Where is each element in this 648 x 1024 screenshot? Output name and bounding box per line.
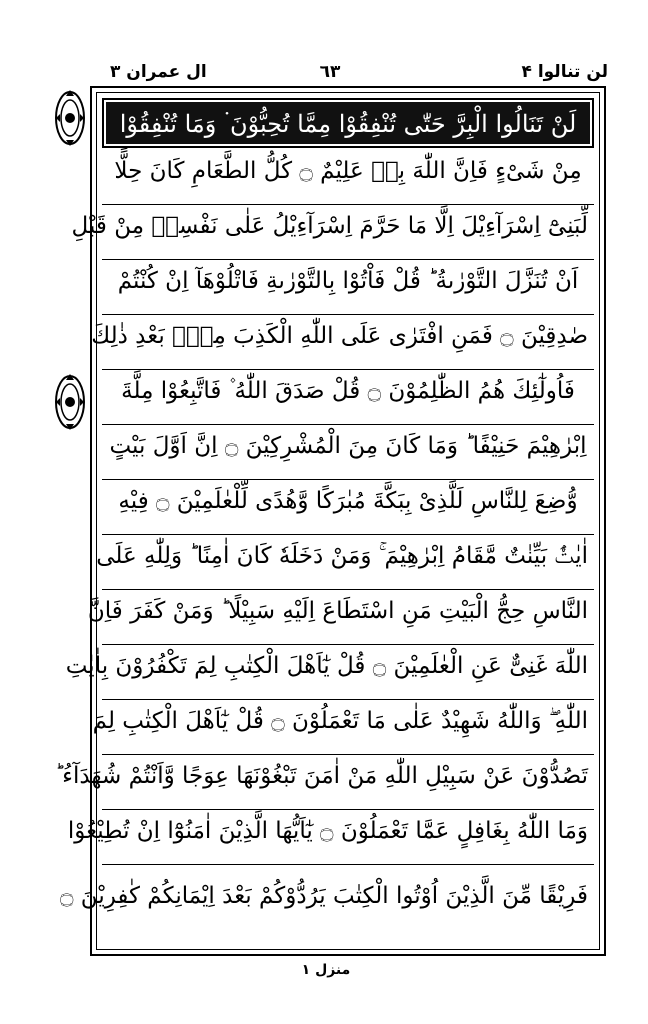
- text-line: [102, 150, 594, 205]
- line-text: اِبْرٰهِیْمَ حَنِیْفًا ؕ وَمَا كَانَ مِنَ الْمُشْرِكِیْنَ ۝ اِنَّ اَوَّلَ بَیْتٍ: [109, 433, 587, 459]
- ruku-ornament-icon: [52, 88, 88, 148]
- line-text: تَصُدُّوْنَ عَنْ سَبِیْلِ اللّٰهِ مَنْ اٰمَنَ تَبْغُوْنَهَا عِوَجًا وَّاَنْتُمْ شُهَدَآءُ ؕ: [54, 763, 588, 789]
- line-text: النَّاسِ حِجُّ الْبَیْتِ مَنِ اسْتَطَاعَ اِلَیْهِ سَبِیْلًا ؕ وَمَنْ كَفَرَ فَاِنَّ: [87, 598, 588, 624]
- banner-text: لَنْ تَنَالُوا الْبِرَّ حَتّٰی تُنْفِقُوْا مِمَّا تُحِبُّوْنَ ۬ وَمَا تُنْفِقُوْا: [119, 110, 577, 138]
- line-text: اَنْ تُنَزَّلَ التَّوْرٰىةُ ؕ قُلْ فَاْتُوْا بِالتَّوْرٰىةِ فَاتْلُوْهَآ اِنْ كُنْتُمْ: [117, 268, 579, 294]
- line-text: صٰدِقِیْنَ ۝ فَمَنِ افْتَرٰی عَلَی اللّٰهِ الْكَذِبَ مِنْۢ بَعْدِ ذٰلِكَ: [91, 323, 588, 349]
- surah-title: ال عمران ٣: [110, 62, 207, 82]
- line-text: وَمَا اللّٰهُ بِغَافِلٍ عَمَّا تَعْمَلُوْنَ ۝ یٰٓاَیُّهَا الَّذِیْنَ اٰمَنُوْٓا اِنْ تُطِیْعُوْا: [67, 818, 588, 844]
- text-line: [102, 370, 594, 425]
- text-line: [87, 590, 594, 645]
- line-text: اللّٰهَ غَنِیٌّ عَنِ الْعٰلَمِیْنَ ۝ قُلْ یٰٓاَهْلَ الْكِتٰبِ لِمَ تَكْفُرُوْنَ بِاٰیٰتِ: [65, 653, 588, 679]
- text-line: [91, 315, 594, 370]
- line-text: مِنْ شَیْءٍ فَاِنَّ اللّٰهَ بِهٖ عَلِیْمٌ ۝ كُلُّ الطَّعَامِ كَانَ حِلًّا: [114, 158, 582, 184]
- text-line: [92, 700, 594, 755]
- text-line: [102, 260, 594, 315]
- line-text: وُّضِعَ لِلنَّاسِ لَلَّذِیْ بِبَكَّةَ مُبٰرَكًا وَّهُدًی لِّلْعٰلَمِیْنَ ۝ فِیْهِ: [118, 488, 578, 514]
- hizb-ornament-icon: [52, 372, 88, 432]
- line-text: لِّبَنِیْٓ اِسْرَآءِیْلَ اِلَّا مَا حَرَّمَ اِسْرَآءِیْلُ عَلٰی نَفْسِهٖ مِنْ قَبْلِ: [71, 213, 588, 239]
- line-text: اللّٰهِ ۖ وَاللّٰهُ شَهِیْدٌ عَلٰی مَا تَعْمَلُوْنَ ۝ قُلْ یٰٓاَهْلَ الْكِتٰبِ لِمَ: [92, 708, 588, 734]
- page-number: ٦٣: [319, 62, 341, 82]
- text-line: [65, 645, 594, 700]
- line-text: فَرِیْقًا مِّنَ الَّذِیْنَ اُوْتُوا الْكِتٰبَ یَرُدُّوْكُمْ بَعْدَ اِیْمَانِكُمْ كٰفِرِیْنَ ۝: [60, 883, 588, 909]
- text-line: [102, 480, 594, 535]
- manzil-marker: منزل ١: [301, 962, 351, 978]
- text-line: [54, 755, 594, 810]
- juz-title: لن تنالوا ۴: [521, 62, 608, 82]
- juz-opening-banner: [102, 98, 594, 148]
- text-line: [67, 810, 594, 865]
- text-line: [71, 205, 594, 260]
- line-text: فَاُولٰٓئِكَ هُمُ الظّٰلِمُوْنَ ۝ قُلْ صَدَقَ اللّٰهُ ۫ فَاتَّبِعُوْا مِلَّةَ: [121, 378, 575, 404]
- text-line: [102, 425, 594, 480]
- text-line: [60, 865, 594, 945]
- line-text: اٰیٰتٌۢ بَیِّنٰتٌ مَّقَامُ اِبْرٰهِیْمَ ۚ وَمَنْ دَخَلَهٗ كَانَ اٰمِنًا ؕ وَلِلّٰهِ عَلَی: [96, 543, 588, 569]
- text-line: [96, 535, 594, 590]
